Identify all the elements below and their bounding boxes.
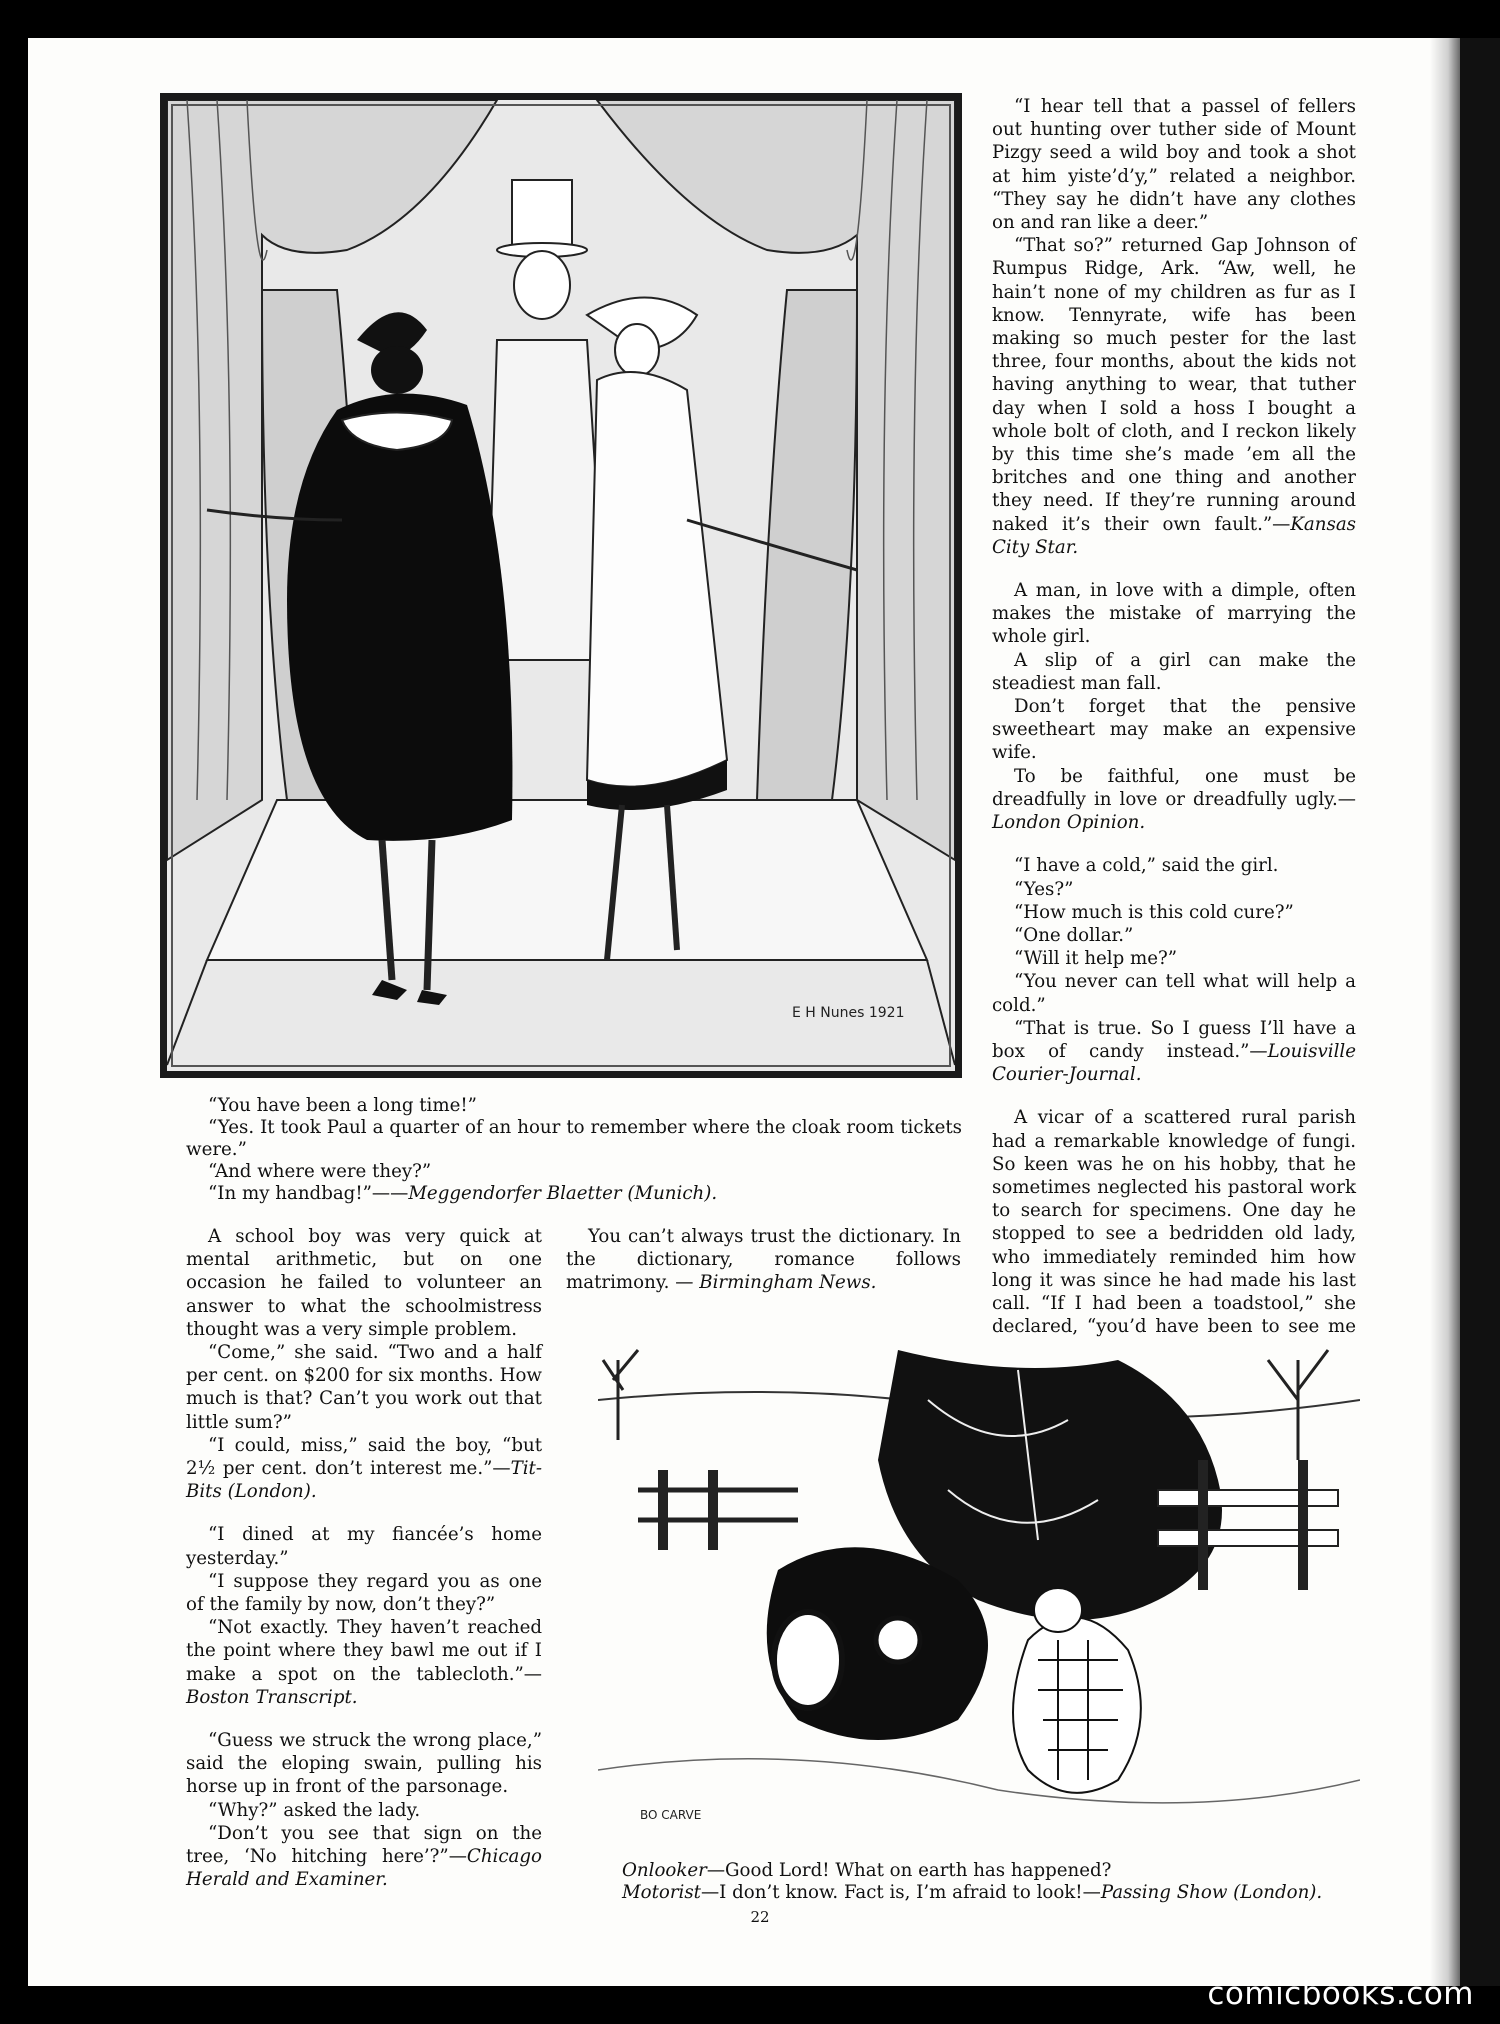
paragraph xyxy=(186,1434,542,1504)
caption-line xyxy=(600,1860,1360,1882)
paragraph: Don’t forget that the pensive sweetheart may make an expensive wife. xyxy=(992,696,1356,764)
paragraph: A man, in love with a dimple, often makes the mistake of marrying the whole girl. xyxy=(992,580,1356,648)
paragraph-text: “That so?” returned Gap Johnson of Rumpus Ridge, Ark. “Aw, well, he hain’t none of my children as fur as I know. Tennyrate, wife has been making so much pester for the last three, four months, about the kids not having anything to wear, that tuther day when I sold a hoss I bought a whole bolt of cloth, and I reckon likely by this time she’s made ’em all the britches and one thing and another they need. If they’re running around naked it’s their own fault.”— xyxy=(992,235,1356,535)
caption-line: “And where were they?” xyxy=(208,1161,432,1182)
paragraph xyxy=(186,1822,542,1892)
source-credit: Birmingham News. xyxy=(699,1272,877,1294)
illustration-signature: E H Nunes 1921 xyxy=(792,1005,905,1021)
site-watermark: comicbooks.com xyxy=(1207,1976,1474,2012)
illustration-caption xyxy=(186,1095,962,1205)
source-credit: Kansas City Star. xyxy=(992,513,1356,558)
paragraph-text: “Don’t you see that sign on the tree, ‘No hitching here’?”— xyxy=(186,1822,542,1868)
paragraph: “Why?” asked the lady. xyxy=(208,1799,421,1821)
middle-column xyxy=(566,1225,961,1295)
source-credit: Tit-Bits (London). xyxy=(186,1458,542,1503)
car-crash-illustration xyxy=(598,1340,1360,1850)
paragraph-text: “That is true. So I guess I’ll have a box of candy instead.”— xyxy=(992,1017,1356,1062)
speaker-name: Onlooker xyxy=(622,1860,707,1881)
paragraph-text: A vicar of a scattered rural parish had a remarkable knowledge of fungi. So keen was he on his hobby, that he sometimes neglected his pastoral work to search for specimens. One day he stopped to see a bedridden old lady, who immediately reminded him how long it was since he had made his last call. “If I had been a toadstool,” she declared, “you’d have been to see me xyxy=(992,1107,1356,1338)
paragraph xyxy=(566,1225,961,1295)
dialogue-line: “I have a cold,” said the girl. xyxy=(1014,855,1279,877)
paragraph xyxy=(186,1616,542,1709)
caption-line xyxy=(186,1183,962,1205)
caption-quote: “In my handbag!”—— xyxy=(208,1183,409,1204)
car-crash-drawing xyxy=(598,1340,1360,1850)
crash-caption xyxy=(600,1860,1360,1904)
caption-line: “You have been a long time!” xyxy=(208,1095,477,1116)
dialogue-line: “Will it help me?” xyxy=(1014,948,1178,970)
fashion-illustration xyxy=(160,93,962,1078)
caption-text: —I don’t know. Fact is, I’m afraid to look!— xyxy=(700,1882,1101,1903)
source-credit: Passing Show (London). xyxy=(1100,1882,1323,1903)
paragraph: “Come,” she said. “Two and a half per cent. on $200 for six months. How much is that? Can’t you work out that little sum?” xyxy=(186,1342,542,1433)
page-number: 22 xyxy=(750,1908,770,1926)
paragraph: “I dined at my fiancée’s home yesterday.” xyxy=(186,1524,542,1569)
source-credit: Boston Transcript. xyxy=(186,1686,358,1708)
spacer xyxy=(992,834,1356,854)
spacer xyxy=(186,1503,542,1523)
caption-text: —Good Lord! What on earth has happened? xyxy=(706,1860,1112,1881)
dialogue-line xyxy=(992,1017,1356,1087)
paragraph-text: You can’t always trust the dictionary. In the dictionary, romance follows matrimony. — xyxy=(566,1226,961,1294)
dialogue-line: “Yes?” xyxy=(1014,878,1074,900)
spacer xyxy=(992,559,1356,579)
paragraph: “I suppose they regard you as one of the family by now, don’t they?” xyxy=(186,1570,542,1616)
caption-line xyxy=(600,1882,1360,1904)
illustration-inner-border xyxy=(171,104,951,1067)
left-column xyxy=(186,1225,542,1891)
paragraph-text: “Not exactly. They haven’t reached the point where they bawl me out if I make a spot on the tablecloth.”— xyxy=(186,1617,542,1685)
source-credit: Louisville Courier-Journal. xyxy=(992,1040,1356,1086)
spacer xyxy=(186,1709,542,1729)
dialogue-line: “You never can tell what will help a cold.” xyxy=(992,971,1356,1016)
paragraph xyxy=(992,234,1356,559)
caption-line: “Yes. It took Paul a quarter of an hour to remember where the cloak room tickets were.” xyxy=(186,1117,962,1160)
paragraph: “I hear tell that a passel of fellers out hunting over tuther side of Mount Pizgy seed a wild boy and took a shot at him yiste’d’y,” related a neighbor. “They say he didn’t have any clothes on and ran like a deer.” xyxy=(992,96,1356,234)
page-spine-shadow xyxy=(1430,38,1460,1986)
spacer xyxy=(992,1086,1356,1106)
paragraph-text: To be faithful, one must be dreadfully in love or dreadfully ugly.— xyxy=(992,765,1356,810)
caption-source: Meggendorfer Blaetter (Munich). xyxy=(408,1183,718,1204)
source-credit: London Opinion. xyxy=(992,812,1146,834)
right-column xyxy=(992,95,1356,1362)
paragraph-text: “I could, miss,” said the boy, “but 2½ per cent. don’t interest me.”— xyxy=(186,1434,542,1480)
speaker-name: Motorist xyxy=(622,1882,701,1903)
paragraph: A school boy was very quick at mental arithmetic, but on one occasion he failed to volunteer an answer to what the schoolmistress thought was a very simple problem. xyxy=(186,1226,542,1340)
illustration-signature: BO CARVE xyxy=(640,1808,702,1822)
dialogue-line: “How much is this cold cure?” xyxy=(1014,901,1294,923)
paragraph xyxy=(992,1106,1356,1361)
source-credit: Chicago Herald and Examiner. xyxy=(186,1846,542,1891)
dialogue-line: “One dollar.” xyxy=(1014,924,1134,946)
paragraph: A slip of a girl can make the steadiest man fall. xyxy=(992,649,1356,694)
paragraph xyxy=(992,765,1356,835)
page-gutter xyxy=(1460,38,1500,1986)
paragraph: “Guess we struck the wrong place,” said the eloping swain, pulling his horse up in front of the parsonage. xyxy=(186,1730,542,1798)
